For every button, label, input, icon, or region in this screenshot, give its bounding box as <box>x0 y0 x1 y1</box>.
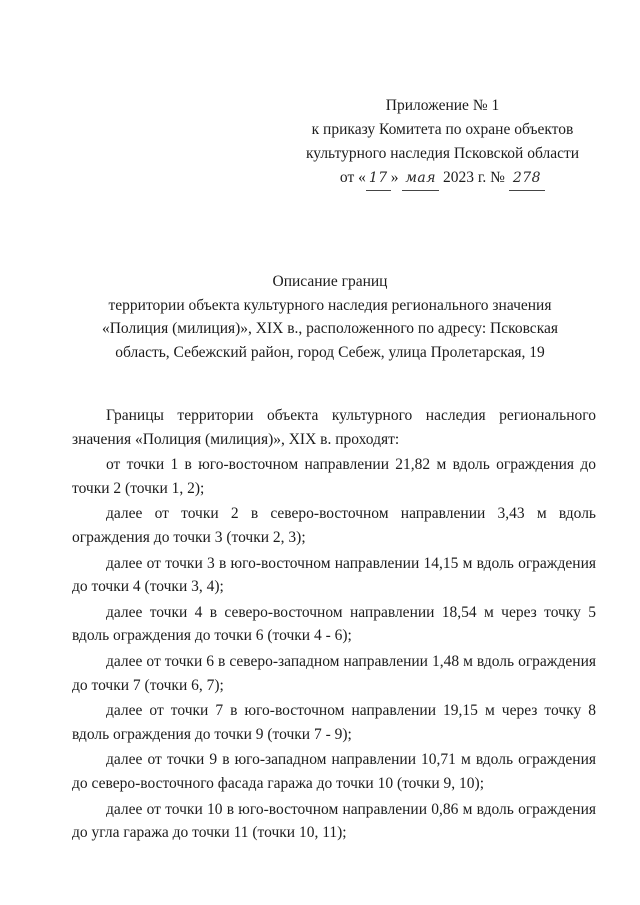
title-line-1: Описание границ <box>272 273 388 290</box>
paragraph-segment-8: далее от точки 10 в юго-восточном направлении 0,86 м вдоль ограждения до угла гаража до точки 11 (точки 10, 11); <box>72 800 596 842</box>
paragraph-segment-7: далее от точки 9 в юго-западном направлении 10,71 м вдоль ограждения до северо-восточного фасада гаража до точки 10 (точки 9, 10); <box>72 751 596 792</box>
paragraph-segment-1: от точки 1 в юго-восточном направлении 21,82 м вдоль ограждения до точки 2 (точки 1, 2); <box>72 456 596 497</box>
title-line-4: область, Себежский район, город Себеж, улица Пролетарская, 19 <box>115 343 545 361</box>
appendix-header <box>290 94 595 191</box>
appendix-number: Приложение № 1 <box>385 97 500 114</box>
paragraph-segment-6: далее от точки 7 в юго-восточном направлении 19,15 м через точку 8 вдоль ограждения до точки 9 (точки 7 - 9); <box>72 702 596 743</box>
date-month-handwritten: мая <box>402 166 439 191</box>
paragraph-segment-4: далее точки 4 в северо-восточном направлении 18,54 м через точку 5 вдоль ограждения до точки 6 (точки 4 - 6); <box>72 603 596 645</box>
paragraph-segment-2: далее от точки 2 в северо-восточном направлении 3,43 м вдоль ограждения до точки 3 (точки 2, 3); <box>72 505 596 546</box>
paragraph-intro: Границы территории объекта культурного наследия регионального значения «Полиция (милиция)», XIX в. проходят: <box>72 407 596 448</box>
document-body <box>72 404 596 847</box>
paragraph-segment-5: далее от точки 6 в северо-западном направлении 1,48 м вдоль ограждения до точки 7 (точки 6, 7); <box>72 652 596 694</box>
appendix-order-ref: к приказу Комитета по охране объектов <box>311 121 574 138</box>
title-line-3: «Полиция (милиция)», XIX в., расположенного по адресу: Псковская <box>101 320 558 337</box>
document-title <box>80 270 580 364</box>
order-number-handwritten: 278 <box>509 166 545 191</box>
date-year: 2023 г. № <box>442 169 505 186</box>
paragraph-segment-3: далее от точки 3 в юго-восточном направлении 14,15 м вдоль ограждения до точки 4 (точки 3, 4); <box>72 554 596 596</box>
appendix-date-line <box>290 166 595 191</box>
date-prefix: от « <box>339 169 366 186</box>
appendix-committee: культурного наследия Псковской области <box>305 145 580 162</box>
date-mid: » <box>390 169 399 186</box>
date-day-handwritten: 17 <box>366 166 391 191</box>
title-line-2: территории объекта культурного наследия регионального значения <box>108 296 552 314</box>
